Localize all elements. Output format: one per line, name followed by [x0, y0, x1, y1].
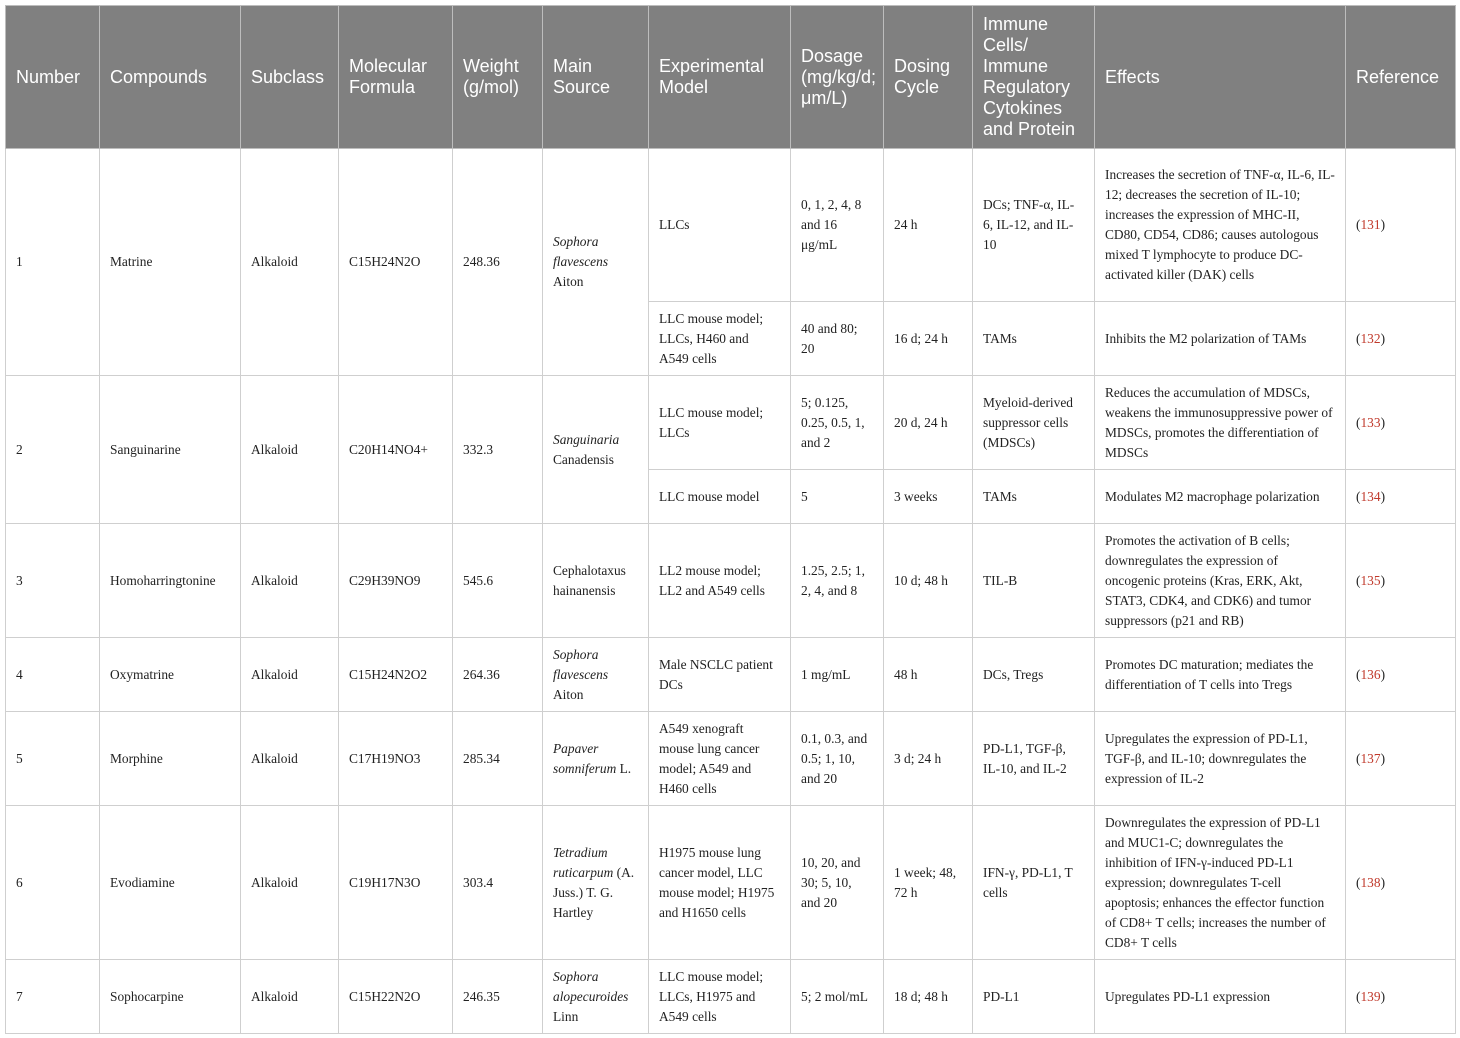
cell-dosage: 40 and 80; 20: [791, 302, 884, 376]
table-row: [6, 806, 1456, 960]
cell-effects: Upregulates PD-L1 expression: [1095, 960, 1346, 1034]
reference-link[interactable]: 136: [1360, 666, 1381, 682]
col-header-immune: Immune Cells/ Immune Regulatory Cytokines and Protein: [973, 6, 1095, 149]
cell-reference: (131): [1346, 149, 1456, 302]
cell-formula: C29H39NO9: [339, 524, 453, 638]
reference-link[interactable]: 133: [1360, 414, 1381, 430]
table-row: [6, 712, 1456, 806]
cell-formula: C20H14NO4+: [339, 376, 453, 524]
cell-weight: 332.3: [453, 376, 543, 524]
reference-link[interactable]: 135: [1360, 572, 1381, 588]
cell-number: 7: [6, 960, 100, 1034]
source-plain: Canadensis: [553, 451, 614, 467]
cell-effects: Reduces the accumulation of MDSCs, weakens the immunosuppressive power of MDSCs, promotes the differentiation of MDSCs: [1095, 376, 1346, 470]
cell-source: [543, 960, 649, 1034]
cell-source: [543, 376, 649, 524]
cell-reference: (136): [1346, 638, 1456, 712]
cell-immune: DCs; TNF-α, IL-6, IL-12, and IL-10: [973, 149, 1095, 302]
cell-weight: 545.6: [453, 524, 543, 638]
col-header-dosage: Dosage (mg/kg/d; μm/L): [791, 6, 884, 149]
cell-subclass: Alkaloid: [241, 806, 339, 960]
cell-effects: Downregulates the expression of PD-L1 and MUC1-C; downregulates the inhibition of IFN-γ-induced PD-L1 expression; downregulates T-cell apoptosis; enhances the effector function of CD8+ T cells; increases the number of CD8+ T cells: [1095, 806, 1346, 960]
cell-number: 1: [6, 149, 100, 376]
reference-link[interactable]: 132: [1360, 330, 1381, 346]
cell-formula: C19H17N3O: [339, 806, 453, 960]
cell-model: LL2 mouse model; LL2 and A549 cells: [649, 524, 791, 638]
cell-formula: C15H24N2O2: [339, 638, 453, 712]
cell-reference: (134): [1346, 470, 1456, 524]
source-italic: Papaver somniferum: [553, 740, 617, 776]
cell-source: Cephalotaxus hainanensis: [543, 524, 649, 638]
cell-model: Male NSCLC patient DCs: [649, 638, 791, 712]
reference-link[interactable]: 131: [1360, 217, 1381, 232]
col-header-model: Experimental Model: [649, 6, 791, 149]
cell-reference: (138): [1346, 806, 1456, 960]
cell-source: [543, 806, 649, 960]
cell-cycle: 48 h: [884, 638, 973, 712]
cell-immune: PD-L1, TGF-β, IL-10, and IL-2: [973, 712, 1095, 806]
cell-dosage: 0.1, 0.3, and 0.5; 1, 10, and 20: [791, 712, 884, 806]
compounds-table: [5, 5, 1456, 1034]
cell-subclass: Alkaloid: [241, 638, 339, 712]
header-row: [6, 6, 1456, 149]
cell-dosage: 0, 1, 2, 4, 8 and 16 μg/mL: [791, 149, 884, 302]
cell-immune: TAMs: [973, 470, 1095, 524]
compounds-table-container: [5, 5, 1455, 1034]
cell-effects: Modulates M2 macrophage polarization: [1095, 470, 1346, 524]
cell-immune: IFN-γ, PD-L1, T cells: [973, 806, 1095, 960]
cell-immune: TAMs: [973, 302, 1095, 376]
cell-number: 4: [6, 638, 100, 712]
source-italic: Sophora alopecuroides: [553, 968, 629, 1004]
cell-dosage: 5; 0.125, 0.25, 0.5, 1, and 2: [791, 376, 884, 470]
source-italic: Sophora flavescens: [553, 646, 609, 682]
cell-model: H1975 mouse lung cancer model, LLC mouse model; H1975 and H1650 cells: [649, 806, 791, 960]
cell-reference: (133): [1346, 376, 1456, 470]
cell-cycle: 18 d; 48 h: [884, 960, 973, 1034]
cell-compound: Oxymatrine: [100, 638, 241, 712]
col-header-source: Main Source: [543, 6, 649, 149]
cell-source: [543, 712, 649, 806]
cell-subclass: Alkaloid: [241, 960, 339, 1034]
cell-number: 3: [6, 524, 100, 638]
reference-link[interactable]: 134: [1360, 488, 1381, 504]
cell-effects: Promotes the activation of B cells; downregulates the expression of oncogenic proteins (Kras, ERK, Akt, STAT3, CDK4, and CDK6) and tumor suppressors (p21 and RB): [1095, 524, 1346, 638]
cell-dosage: 1 mg/mL: [791, 638, 884, 712]
cell-subclass: Alkaloid: [241, 712, 339, 806]
cell-compound: Homoharringtonine: [100, 524, 241, 638]
cell-weight: 303.4: [453, 806, 543, 960]
cell-cycle: 3 weeks: [884, 470, 973, 524]
cell-weight: 285.34: [453, 712, 543, 806]
cell-cycle: 16 d; 24 h: [884, 302, 973, 376]
cell-weight: 264.36: [453, 638, 543, 712]
source-plain: Aiton: [553, 274, 584, 289]
cell-immune: Myeloid-derived suppressor cells (MDSCs): [973, 376, 1095, 470]
reference-link[interactable]: 139: [1360, 988, 1381, 1004]
cell-number: 6: [6, 806, 100, 960]
table-row: [6, 149, 1456, 302]
cell-compound: Morphine: [100, 712, 241, 806]
cell-subclass: Alkaloid: [241, 376, 339, 524]
cell-effects: Increases the secretion of TNF-α, IL-6, IL-12; decreases the secretion of IL-10; increases the expression of MHC-II, CD80, CD54, CD86; causes autologous mixed T lymphocyte to produce DC-activated killer (DAK) cells: [1095, 149, 1346, 302]
source-plain: (A. Juss.) T. G. Hartley: [553, 864, 635, 920]
table-row: [6, 960, 1456, 1034]
cell-compound: Sanguinarine: [100, 376, 241, 524]
cell-reference: (132): [1346, 302, 1456, 376]
col-header-cycle: Dosing Cycle: [884, 6, 973, 149]
cell-weight: 248.36: [453, 149, 543, 376]
cell-immune: PD-L1: [973, 960, 1095, 1034]
cell-source: [543, 149, 649, 376]
col-header-effects: Effects: [1095, 6, 1346, 149]
cell-cycle: 24 h: [884, 149, 973, 302]
source-plain: L.: [619, 760, 632, 776]
source-plain: Aiton: [553, 686, 584, 702]
cell-immune: TIL-B: [973, 524, 1095, 638]
cell-immune: DCs, Tregs: [973, 638, 1095, 712]
cell-cycle: 10 d; 48 h: [884, 524, 973, 638]
cell-effects: Promotes DC maturation; mediates the differentiation of T cells into Tregs: [1095, 638, 1346, 712]
table-row: [6, 524, 1456, 638]
col-header-compounds: Compounds: [100, 6, 241, 149]
cell-reference: (135): [1346, 524, 1456, 638]
cell-cycle: 1 week; 48, 72 h: [884, 806, 973, 960]
cell-source: [543, 638, 649, 712]
col-header-reference: Reference: [1346, 6, 1456, 149]
reference-link[interactable]: 137: [1360, 750, 1381, 766]
reference-link[interactable]: 138: [1360, 874, 1381, 890]
cell-cycle: 3 d; 24 h: [884, 712, 973, 806]
cell-model: LLC mouse model; LLCs: [649, 376, 791, 470]
cell-model: LLCs: [649, 149, 791, 302]
source-italic: Tetradium ruticarpum: [553, 844, 614, 880]
cell-compound: Evodiamine: [100, 806, 241, 960]
cell-formula: C15H22N2O: [339, 960, 453, 1034]
cell-subclass: Alkaloid: [241, 149, 339, 376]
cell-number: 2: [6, 376, 100, 524]
cell-model: LLC mouse model; LLCs, H1975 and A549 cells: [649, 960, 791, 1034]
col-header-weight: Weight (g/mol): [453, 6, 543, 149]
cell-compound: Sophocarpine: [100, 960, 241, 1034]
cell-reference: (137): [1346, 712, 1456, 806]
source-plain: Linn: [553, 1008, 579, 1024]
cell-model: LLC mouse model: [649, 470, 791, 524]
table-row: [6, 376, 1456, 470]
table-row: [6, 638, 1456, 712]
cell-model: LLC mouse model; LLCs, H460 and A549 cells: [649, 302, 791, 376]
col-header-subclass: Subclass: [241, 6, 339, 149]
cell-effects: Upregulates the expression of PD-L1, TGF-β, and IL-10; downregulates the expression of IL-2: [1095, 712, 1346, 806]
col-header-number: Number: [6, 6, 100, 149]
source-italic: Sanguinaria: [553, 431, 620, 447]
cell-compound: Matrine: [100, 149, 241, 376]
cell-dosage: 5: [791, 470, 884, 524]
cell-reference: (139): [1346, 960, 1456, 1034]
cell-formula: C15H24N2O: [339, 149, 453, 376]
cell-dosage: 1.25, 2.5; 1, 2, 4, and 8: [791, 524, 884, 638]
cell-effects: Inhibits the M2 polarization of TAMs: [1095, 302, 1346, 376]
col-header-formula: Molecular Formula: [339, 6, 453, 149]
cell-model: A549 xenograft mouse lung cancer model; A549 and H460 cells: [649, 712, 791, 806]
cell-cycle: 20 d, 24 h: [884, 376, 973, 470]
cell-formula: C17H19NO3: [339, 712, 453, 806]
cell-number: 5: [6, 712, 100, 806]
cell-dosage: 5; 2 mol/mL: [791, 960, 884, 1034]
cell-weight: 246.35: [453, 960, 543, 1034]
cell-subclass: Alkaloid: [241, 524, 339, 638]
cell-dosage: 10, 20, and 30; 5, 10, and 20: [791, 806, 884, 960]
source-italic: Sophora flavescens: [553, 234, 609, 269]
